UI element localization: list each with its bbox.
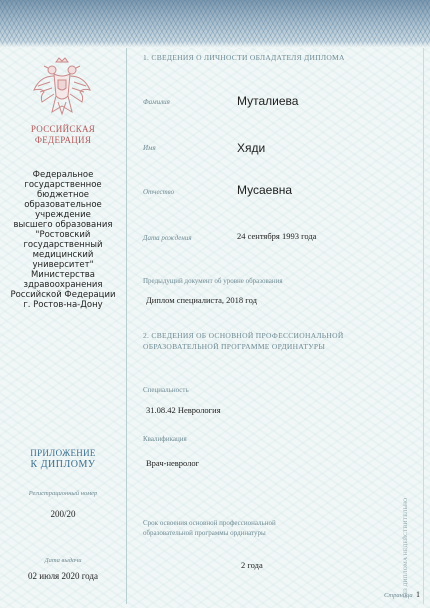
university-line: "Ростовский — [35, 230, 91, 240]
registration-number-value: 200/20 — [50, 509, 76, 519]
appendix-label: ПРИЛОЖЕНИЕ — [30, 448, 96, 458]
program-duration-value: 2 года — [241, 560, 263, 570]
program-duration-label — [143, 518, 276, 538]
university-line: учреждение — [35, 210, 91, 220]
federation-line-2: ФЕДЕРАЦИЯ — [34, 135, 92, 145]
birthdate-value: 24 сентября 1993 года — [237, 231, 317, 241]
university-line: государственный — [23, 240, 103, 250]
program-duration-label-line-1: Срок освоения основной профессиональной — [143, 519, 276, 527]
section-2-heading-line-2: ОБРАЗОВАТЕЛЬНОЙ ПРОГРАММЕ ОРДИНАТУРЫ — [143, 342, 326, 351]
decorative-top-band — [0, 0, 430, 48]
coat-of-arms-emblem-icon — [30, 56, 94, 120]
previous-document-label: Предыдущий документ об уровне образования — [143, 277, 283, 285]
validity-side-note: БЕЗ ДИПЛОМА НЕДЕЙСТВИТЕЛЬНО — [403, 497, 409, 598]
university-line: медицинский университет" — [32, 250, 94, 270]
federation-title — [0, 124, 126, 146]
university-line: высшего образования — [13, 220, 113, 230]
birthdate-label: Дата рождения — [143, 234, 192, 242]
issue-date-value: 02 июля 2020 года — [28, 571, 98, 581]
name-value: Хяди — [237, 141, 266, 155]
page-number: 1 — [416, 590, 420, 599]
section-2-heading — [143, 330, 344, 352]
page-label: Страница — [384, 592, 413, 599]
university-line: г. Ростов-на-Дону — [23, 300, 103, 310]
qualification-label: Квалификация — [143, 435, 187, 443]
surname-value: Муталиева — [237, 94, 299, 108]
specialty-label: Специальность — [143, 386, 189, 394]
patronymic-value: Мусаевна — [237, 183, 293, 197]
university-name — [0, 170, 126, 310]
university-line: Российской Федерации — [10, 290, 116, 300]
federation-line-1: РОССИЙСКАЯ — [30, 124, 96, 134]
column-divider — [126, 48, 127, 604]
registration-number-label: Регистрационный номер — [28, 490, 98, 497]
patronymic-label: Отчество — [143, 188, 175, 196]
university-line: бюджетное образовательное — [24, 190, 102, 210]
specialty-value: 31.08.42 Неврология — [146, 405, 221, 415]
to-diploma-label: К ДИПЛОМУ — [30, 459, 96, 470]
program-duration-label-line-2: образовательной программы ординатуры — [143, 529, 266, 537]
university-line: государственное — [24, 180, 102, 190]
section-1-heading: 1. СВЕДЕНИЯ О ЛИЧНОСТИ ОБЛАДАТЕЛЯ ДИПЛОМА — [143, 53, 345, 62]
previous-document-value: Диплом специалиста, 2018 год — [146, 295, 257, 305]
university-line: Министерства — [30, 270, 96, 280]
right-border-line — [423, 48, 424, 604]
university-line: здравоохранения — [23, 280, 103, 290]
name-label: Имя — [143, 144, 156, 152]
section-2-heading-line-1: 2. СВЕДЕНИЯ ОБ ОСНОВНОЙ ПРОФЕССИОНАЛЬНОЙ — [143, 331, 344, 340]
issue-date-label: Дата выдачи — [44, 557, 82, 564]
surname-label: Фамилия — [143, 98, 170, 106]
qualification-value: Врач-невролог — [146, 458, 200, 468]
university-line: Федеральное — [32, 170, 94, 180]
